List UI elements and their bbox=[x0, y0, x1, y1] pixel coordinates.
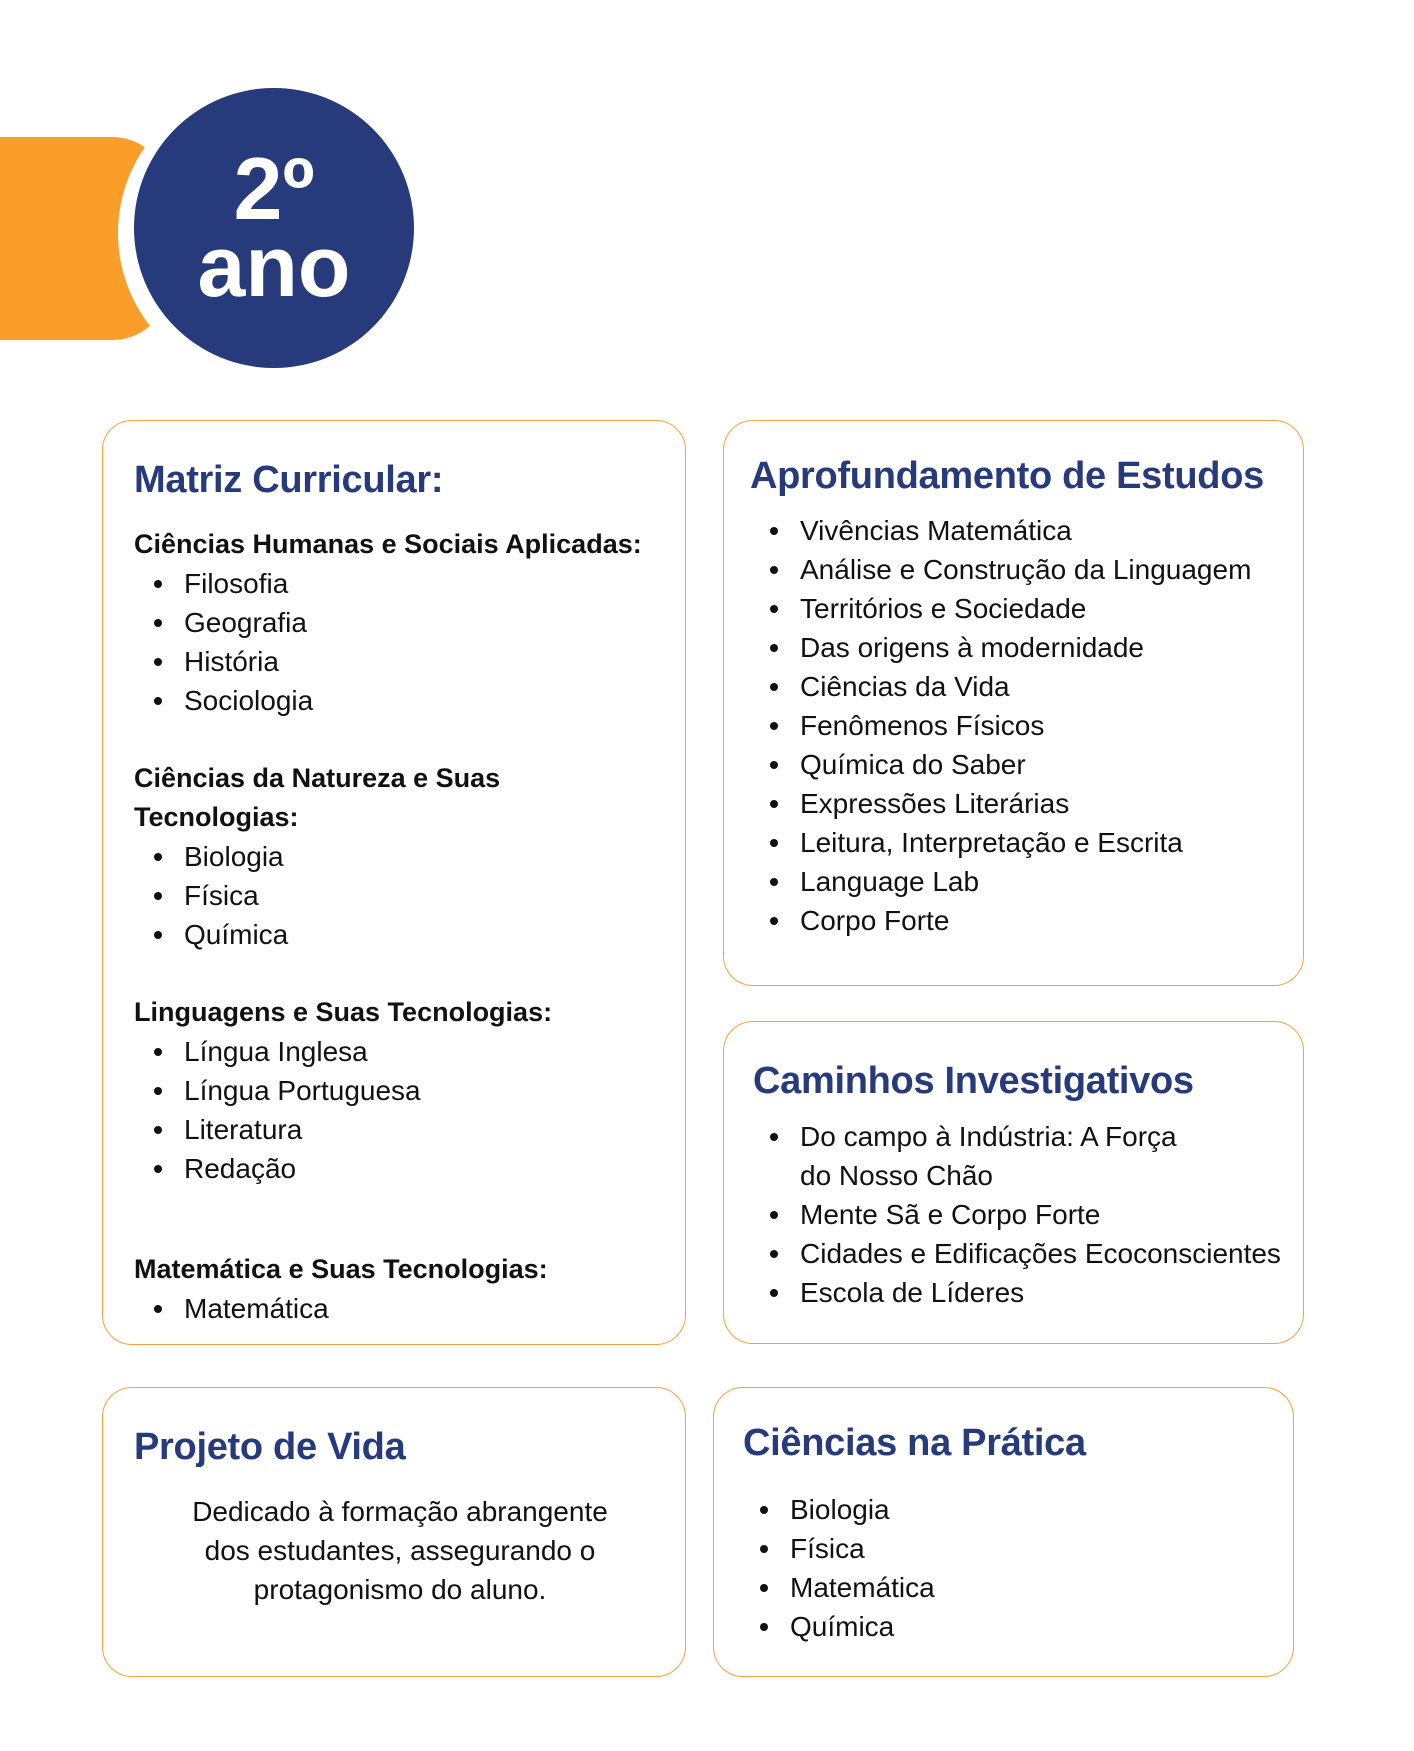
projeto-description: Dedicado à formação abrangente dos estudantes, assegurando o protagonismo do aluno. bbox=[192, 1496, 608, 1605]
list-item: Sociologia bbox=[134, 681, 657, 720]
group-list bbox=[134, 1289, 657, 1328]
list-item: Cidades e Edificações Ecoconscientes bbox=[750, 1234, 1297, 1273]
list-item: Redação bbox=[134, 1149, 657, 1188]
list-item: Biologia bbox=[134, 837, 657, 876]
aprofundamento-card bbox=[723, 420, 1304, 986]
list-item: Corpo Forte bbox=[750, 901, 1293, 940]
projeto-de-vida-card bbox=[102, 1387, 686, 1677]
caminhos-title: Caminhos Investigativos bbox=[753, 1060, 1194, 1102]
list-item: Leitura, Interpretação e Escrita bbox=[750, 823, 1293, 862]
list-item: Biologia bbox=[740, 1490, 1283, 1529]
list-item: Literatura bbox=[134, 1110, 657, 1149]
year-badge bbox=[134, 88, 414, 368]
group-heading: Ciências da Natureza e Suas Tecnologias: bbox=[134, 763, 501, 832]
list-item: Matemática bbox=[134, 1289, 657, 1328]
group-humanas bbox=[134, 525, 657, 720]
list-item: Língua Portuguesa bbox=[134, 1071, 657, 1110]
list-item: Fenômenos Físicos bbox=[750, 706, 1293, 745]
list-item: Química do Saber bbox=[750, 745, 1293, 784]
list-item: Language Lab bbox=[750, 862, 1293, 901]
list-item: Física bbox=[134, 876, 657, 915]
list-item: Expressões Literárias bbox=[750, 784, 1293, 823]
list-item: Escola de Líderes bbox=[750, 1273, 1297, 1312]
caminhos-list-rest bbox=[750, 1195, 1297, 1312]
group-matematica bbox=[134, 1250, 657, 1328]
list-item: Do campo à Indústria: A Força do Nosso Chão bbox=[750, 1117, 1180, 1195]
caminhos-list bbox=[750, 1117, 1180, 1195]
badge-label: ano bbox=[197, 219, 351, 315]
group-heading: Linguagens e Suas Tecnologias: bbox=[134, 997, 553, 1027]
list-item: História bbox=[134, 642, 657, 681]
list-item: Língua Inglesa bbox=[134, 1032, 657, 1071]
list-item: Geografia bbox=[134, 603, 657, 642]
caminhos-card bbox=[723, 1021, 1304, 1344]
list-item: Mente Sã e Corpo Forte bbox=[750, 1195, 1297, 1234]
group-heading: Ciências Humanas e Sociais Aplicadas: bbox=[134, 529, 642, 559]
projeto-title: Projeto de Vida bbox=[134, 1426, 406, 1468]
group-natureza bbox=[134, 759, 657, 954]
matriz-title: Matriz Curricular: bbox=[134, 459, 444, 501]
group-linguagens bbox=[134, 993, 657, 1188]
ciencias-list bbox=[740, 1490, 1283, 1646]
list-item: Química bbox=[134, 915, 657, 954]
list-item: Das origens à modernidade bbox=[750, 628, 1293, 667]
aprofundamento-title: Aprofundamento de Estudos bbox=[750, 455, 1264, 497]
group-list bbox=[134, 837, 657, 954]
matriz-curricular-card bbox=[102, 420, 686, 1345]
ciencias-na-pratica-card bbox=[713, 1387, 1294, 1677]
list-item: Matemática bbox=[740, 1568, 1283, 1607]
list-item: Física bbox=[740, 1529, 1283, 1568]
list-item: Filosofia bbox=[134, 564, 657, 603]
list-item: Territórios e Sociedade bbox=[750, 589, 1293, 628]
list-item: Vivências Matemática bbox=[750, 511, 1293, 550]
list-item: Análise e Construção da Linguagem bbox=[750, 550, 1293, 589]
list-item: Ciências da Vida bbox=[750, 667, 1293, 706]
badge-number: 2º bbox=[233, 139, 315, 238]
list-item: Química bbox=[740, 1607, 1283, 1646]
aprofundamento-list bbox=[750, 511, 1293, 940]
ciencias-title: Ciências na Prática bbox=[743, 1422, 1086, 1464]
group-heading: Matemática e Suas Tecnologias: bbox=[134, 1254, 548, 1284]
group-list bbox=[134, 564, 657, 720]
group-list bbox=[134, 1032, 657, 1188]
